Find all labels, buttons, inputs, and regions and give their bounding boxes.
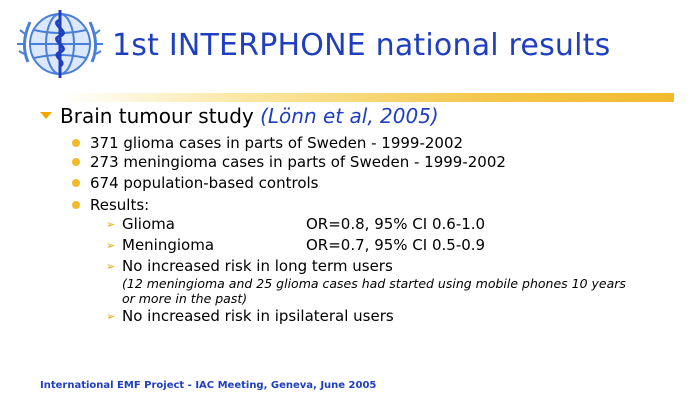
long-term-note: (12 meningioma and 25 glioma cases had started using mobile phones 10 years or more in the past) [122, 276, 626, 306]
bullet-dot-icon [72, 179, 80, 187]
bullet-dot-icon [72, 158, 80, 166]
heading-text: Brain tumour study [60, 104, 254, 128]
bullet-dot-icon [72, 139, 80, 147]
arrow-bullet-icon: ➢ [106, 310, 116, 323]
footer-text: International EMF Project - IAC Meeting, Geneva, June 2005 [40, 380, 377, 391]
arrow-bullet-icon: ➢ [106, 260, 116, 273]
who-logo-icon [10, 4, 110, 84]
triangle-bullet-icon [40, 112, 52, 119]
arrow-bullet-icon: ➢ [106, 239, 116, 252]
slide-title: 1st INTERPHONE national results [112, 28, 611, 63]
result-label: Meningioma [122, 236, 215, 254]
reference-text: (Lönn et al, 2005) [260, 104, 439, 128]
result-value: OR=0.8, 95% CI 0.6-1.0 [306, 215, 486, 233]
result-value: OR=0.7, 95% CI 0.5-0.9 [306, 236, 486, 254]
result-label: Glioma [122, 215, 175, 233]
title-divider [62, 93, 674, 102]
arrow-bullet-icon: ➢ [106, 218, 116, 231]
bullet-dot-icon [72, 201, 80, 209]
